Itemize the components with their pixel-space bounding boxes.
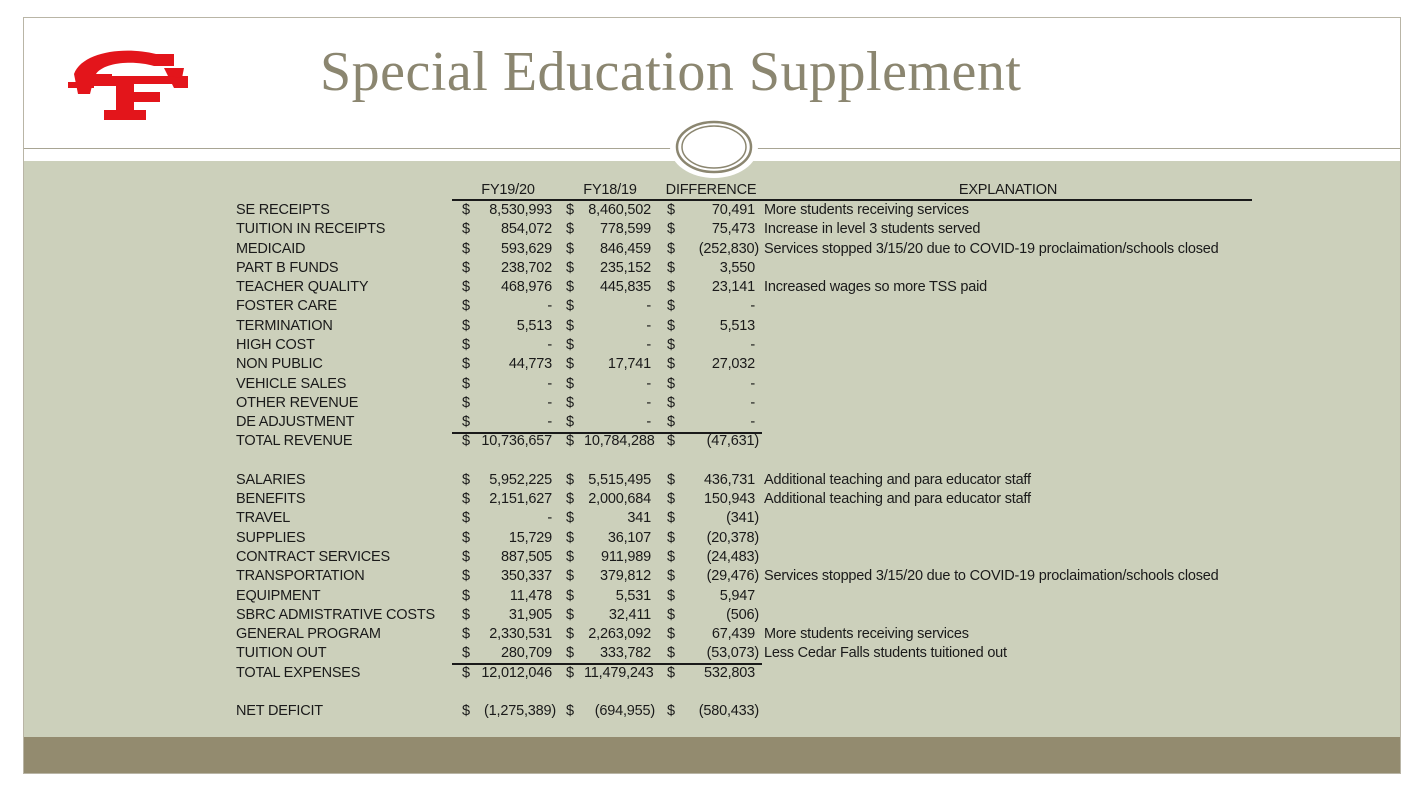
fy1920-value: 238,702: [500, 259, 552, 276]
difference-value: (580,433): [698, 703, 759, 720]
fy1920-value: 12,012,046: [481, 664, 552, 681]
fy1920-value: 468,976: [500, 279, 552, 296]
fy1819-value: 445,835: [599, 279, 651, 296]
currency-sign: $: [462, 356, 470, 373]
currency-sign: $: [667, 549, 675, 566]
fy1819-value: 235,152: [599, 259, 651, 276]
currency-sign: $: [566, 394, 574, 411]
row-label: NET DEFICIT: [236, 703, 323, 720]
currency-sign: $: [667, 626, 675, 643]
difference-value: 436,731: [703, 471, 755, 488]
header-explanation: EXPLANATION: [958, 182, 1058, 198]
currency-sign: $: [462, 375, 470, 392]
currency-sign: $: [462, 317, 470, 334]
explanation-text: More students receiving services: [764, 202, 969, 218]
fy1920-value: 2,330,531: [489, 626, 552, 643]
fy1819-value: 911,989: [601, 549, 651, 566]
difference-value: (53,073): [706, 645, 759, 662]
row-label: TUITION IN RECEIPTS: [236, 221, 386, 238]
currency-sign: $: [566, 259, 574, 276]
currency-sign: $: [566, 279, 574, 296]
header-difference: DIFFERENCE: [665, 182, 757, 198]
explanation-text: More students receiving services: [764, 626, 969, 643]
difference-value: 75,473: [711, 221, 755, 238]
currency-sign: $: [667, 568, 675, 585]
slide-title: Special Education Supplement: [320, 41, 1022, 103]
currency-sign: $: [462, 645, 470, 662]
difference-value: -: [750, 375, 755, 392]
difference-value: 5,947: [719, 587, 755, 604]
difference-value: 70,491: [711, 202, 755, 218]
fy1819-value: 11,479,243: [584, 664, 654, 681]
row-label: TOTAL EXPENSES: [236, 664, 361, 681]
fy1920-value: 11,478: [509, 587, 552, 604]
row-label: FOSTER CARE: [236, 298, 337, 315]
fy1819-value: -: [646, 298, 651, 315]
currency-sign: $: [566, 433, 574, 450]
fy1819-value: -: [646, 394, 651, 411]
row-label: TRAVEL: [236, 510, 291, 527]
currency-sign: $: [667, 394, 675, 411]
row-label: SBRC ADMISTRATIVE COSTS: [236, 606, 435, 623]
currency-sign: $: [566, 703, 574, 720]
difference-value: (29,476): [706, 568, 759, 585]
currency-sign: $: [566, 510, 574, 527]
currency-sign: $: [566, 221, 574, 238]
currency-sign: $: [667, 414, 675, 431]
currency-sign: $: [566, 606, 574, 623]
currency-sign: $: [462, 587, 470, 604]
fy1920-value: -: [547, 394, 552, 411]
currency-sign: $: [566, 664, 574, 681]
explanation-text: Additional teaching and para educator staff: [764, 471, 1031, 488]
fy1819-value: 341: [627, 510, 651, 527]
currency-sign: $: [462, 626, 470, 643]
fy1920-value: -: [547, 414, 552, 431]
currency-sign: $: [566, 298, 574, 315]
currency-sign: $: [462, 510, 470, 527]
fy1920-value: 887,505: [500, 549, 552, 566]
row-label: MEDICAID: [236, 240, 306, 257]
difference-value: 5,513: [719, 317, 755, 334]
currency-sign: $: [667, 664, 675, 681]
difference-value: (47,631): [706, 433, 759, 450]
header-fy1819: FY18/19: [583, 182, 637, 198]
fy1920-value: 8,530,993: [489, 202, 552, 218]
fy1819-value: 17,741: [607, 356, 651, 373]
row-label: PART B FUNDS: [236, 259, 339, 276]
currency-sign: $: [566, 202, 574, 218]
currency-sign: $: [566, 587, 574, 604]
explanation-text: Increased wages so more TSS paid: [764, 279, 988, 296]
fy1920-value: 10,736,657: [481, 433, 552, 450]
difference-value: (506): [726, 606, 759, 623]
fy1920-value: -: [547, 336, 552, 353]
fy1819-value: 5,531: [615, 587, 651, 604]
currency-sign: $: [462, 568, 470, 585]
row-label: TOTAL REVENUE: [236, 433, 353, 450]
row-label: TRANSPORTATION: [236, 568, 365, 585]
difference-value: 3,550: [719, 259, 755, 276]
currency-sign: $: [667, 606, 675, 623]
currency-sign: $: [566, 549, 574, 566]
currency-sign: $: [667, 317, 675, 334]
fy1920-value: 350,337: [500, 568, 552, 585]
fy1819-value: -: [646, 375, 651, 392]
currency-sign: $: [566, 356, 574, 373]
currency-sign: $: [667, 645, 675, 662]
fy1920-value: -: [547, 510, 552, 527]
currency-sign: $: [462, 298, 470, 315]
currency-sign: $: [462, 202, 470, 218]
row-label: SUPPLIES: [236, 529, 306, 546]
fy1819-value: 5,515,495: [588, 471, 651, 488]
fy1920-value: 5,952,225: [489, 471, 552, 488]
difference-value: (24,483): [706, 549, 759, 566]
row-label: GENERAL PROGRAM: [236, 626, 381, 643]
row-label: CONTRACT SERVICES: [236, 549, 390, 566]
header-fy1920: FY19/20: [481, 182, 535, 198]
currency-sign: $: [667, 433, 675, 450]
currency-sign: $: [667, 221, 675, 238]
currency-sign: $: [667, 703, 675, 720]
fy1920-value: -: [547, 298, 552, 315]
difference-value: (20,378): [706, 529, 759, 546]
fy1819-value: 846,459: [599, 240, 651, 257]
row-label: OTHER REVENUE: [236, 394, 359, 411]
row-label: BENEFITS: [236, 491, 306, 508]
fy1920-value: 15,729: [508, 529, 552, 546]
currency-sign: $: [566, 645, 574, 662]
currency-sign: $: [462, 491, 470, 508]
explanation-text: Increase in level 3 students served: [764, 221, 981, 238]
explanation-text: Additional teaching and para educator staff: [764, 491, 1031, 508]
currency-sign: $: [462, 394, 470, 411]
explanation-text: Services stopped 3/15/20 due to COVID-19 proclaimation/schools closed: [764, 568, 1219, 585]
fy1920-value: 5,513: [516, 317, 552, 334]
currency-sign: $: [462, 664, 470, 681]
difference-value: 150,943: [703, 491, 755, 508]
currency-sign: $: [667, 529, 675, 546]
currency-sign: $: [667, 202, 675, 218]
fy1920-value: -: [547, 375, 552, 392]
difference-value: 27,032: [711, 356, 755, 373]
fy1920-value: (1,275,389): [484, 703, 556, 720]
currency-sign: $: [566, 529, 574, 546]
currency-sign: $: [566, 317, 574, 334]
currency-sign: $: [462, 240, 470, 257]
difference-value: (252,830): [698, 240, 759, 257]
fy1920-value: 593,629: [500, 240, 552, 257]
difference-value: -: [750, 414, 755, 431]
row-label: HIGH COST: [236, 336, 315, 353]
currency-sign: $: [462, 606, 470, 623]
fy1920-value: 31,905: [508, 606, 552, 623]
currency-sign: $: [462, 279, 470, 296]
currency-sign: $: [462, 433, 470, 450]
currency-sign: $: [667, 491, 675, 508]
currency-sign: $: [462, 414, 470, 431]
currency-sign: $: [667, 336, 675, 353]
currency-sign: $: [667, 259, 675, 276]
row-label: DE ADJUSTMENT: [236, 414, 355, 431]
currency-sign: $: [566, 240, 574, 257]
currency-sign: $: [667, 587, 675, 604]
currency-sign: $: [566, 471, 574, 488]
currency-sign: $: [566, 414, 574, 431]
fy1920-value: 2,151,627: [489, 491, 552, 508]
fy1819-value: 379,812: [599, 568, 651, 585]
row-label: TEACHER QUALITY: [236, 279, 369, 296]
fy1819-value: 333,782: [599, 645, 651, 662]
row-label: SE RECEIPTS: [236, 202, 330, 218]
fy1819-value: (694,955): [594, 703, 655, 720]
row-label: TERMINATION: [236, 317, 333, 334]
fy1819-value: -: [646, 317, 651, 334]
currency-sign: $: [667, 279, 675, 296]
difference-value: 67,439: [711, 626, 755, 643]
currency-sign: $: [667, 471, 675, 488]
currency-sign: $: [566, 568, 574, 585]
fy1920-value: 854,072: [500, 221, 552, 238]
difference-value: (341): [726, 510, 759, 527]
currency-sign: $: [462, 529, 470, 546]
fy1819-value: 32,411: [608, 606, 651, 623]
fy1819-value: 36,107: [607, 529, 651, 546]
explanation-text: Services stopped 3/15/20 due to COVID-19 proclaimation/schools closed: [764, 240, 1219, 257]
currency-sign: $: [566, 491, 574, 508]
fy1819-value: 2,263,092: [588, 626, 651, 643]
row-label: EQUIPMENT: [236, 587, 321, 604]
fy1819-value: 8,460,502: [588, 202, 651, 218]
currency-sign: $: [462, 259, 470, 276]
fy1819-value: -: [646, 414, 651, 431]
currency-sign: $: [667, 510, 675, 527]
fy1819-value: 2,000,684: [588, 491, 651, 508]
currency-sign: $: [462, 549, 470, 566]
currency-sign: $: [566, 626, 574, 643]
fy1819-value: 778,599: [599, 221, 651, 238]
difference-value: -: [750, 394, 755, 411]
currency-sign: $: [667, 240, 675, 257]
row-label: NON PUBLIC: [236, 356, 323, 373]
currency-sign: $: [462, 471, 470, 488]
currency-sign: $: [566, 336, 574, 353]
difference-value: 532,803: [703, 664, 755, 681]
explanation-text: Less Cedar Falls students tuitioned out: [764, 645, 1007, 662]
difference-value: -: [750, 336, 755, 353]
currency-sign: $: [462, 703, 470, 720]
difference-value: 23,141: [711, 279, 755, 296]
fy1920-value: 44,773: [508, 356, 552, 373]
currency-sign: $: [667, 356, 675, 373]
difference-value: -: [750, 298, 755, 315]
fy1819-value: 10,784,288: [584, 433, 655, 450]
fy1819-value: -: [646, 336, 651, 353]
currency-sign: $: [667, 375, 675, 392]
fy1920-value: 280,709: [500, 645, 552, 662]
row-label: SALARIES: [236, 471, 306, 488]
row-label: VEHICLE SALES: [236, 375, 347, 392]
row-label: TUITION OUT: [236, 645, 327, 662]
currency-sign: $: [667, 298, 675, 315]
currency-sign: $: [462, 336, 470, 353]
currency-sign: $: [566, 375, 574, 392]
currency-sign: $: [462, 221, 470, 238]
